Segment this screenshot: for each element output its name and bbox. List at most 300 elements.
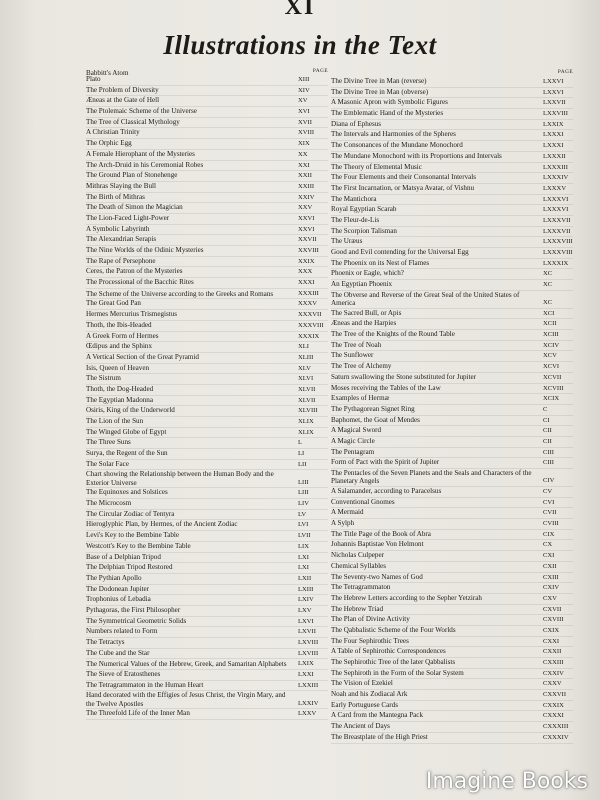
- index-entry: [331, 626, 573, 637]
- entry-page: LIX: [298, 542, 309, 550]
- entry-page: LXV: [298, 606, 312, 614]
- entry-page: L: [298, 439, 303, 447]
- entry-page: CXVII: [543, 605, 562, 613]
- entry-title: The Circular Zodiac of Tentyra: [86, 509, 175, 518]
- index-entry: [86, 96, 328, 107]
- entry-page: XLVIII: [298, 407, 318, 415]
- entry-page: XCIV: [543, 341, 560, 349]
- entry-page: LXXVII: [543, 99, 566, 107]
- entry-title: Osiris, King of the Underworld: [86, 406, 175, 415]
- entry-title: The Divine Tree in Man (obverse): [331, 87, 429, 96]
- entry-title: Ceres, the Patron of the Mysteries: [86, 267, 183, 276]
- entry-title: An Egyptian Phoenix: [331, 280, 393, 289]
- entry-title: A Symbolic Labyrinth: [86, 224, 150, 233]
- entry-page: LXXIV: [298, 699, 319, 707]
- entry-title: Chart showing the Relationship between the Human Body and the Exterior Universe: [86, 470, 274, 487]
- index-entry: [331, 405, 573, 416]
- entry-page: LXXVI: [543, 88, 564, 96]
- entry-title: The Theory of Elemental Music: [331, 162, 422, 171]
- entry-page: XLV: [298, 364, 311, 372]
- entry-title: A Salamander, according to Paracelsus: [331, 487, 442, 496]
- entry-title: The Intervals and Harmonies of the Spheres: [331, 130, 456, 139]
- entry-title: Trophonius of Lebadia: [86, 595, 151, 604]
- entry-title: Phoenix or Eagle, which?: [331, 269, 404, 278]
- entry-title: The Egyptian Madonna: [86, 395, 153, 404]
- entry-page: XCVII: [543, 373, 562, 381]
- entry-title: The Scorpion Talisman: [331, 226, 397, 235]
- entry-page: XXVII: [298, 236, 317, 244]
- entry-page: XXXIX: [298, 332, 320, 340]
- index-entry: [331, 426, 573, 437]
- index-entry: [331, 647, 573, 658]
- index-entry: [331, 487, 573, 498]
- entry-page: LXII: [298, 574, 312, 582]
- index-entry: [331, 551, 573, 562]
- entry-title: The Divine Tree in Man (reverse): [331, 77, 427, 85]
- entry-title: The Ancient of Days: [331, 722, 390, 731]
- index-entry: [331, 540, 573, 551]
- entry-page: LI: [298, 450, 305, 458]
- entry-page: CVI: [543, 498, 555, 506]
- entry-page: CXXI: [543, 637, 560, 645]
- entry-page: CXIX: [543, 626, 560, 634]
- entry-title: The Vision of Ezekiel: [331, 679, 393, 688]
- index-entry: [86, 617, 328, 628]
- index-entry: [86, 396, 328, 407]
- entry-title: The Alexandrian Serapis: [86, 235, 157, 244]
- entry-page: CXXXIV: [543, 733, 569, 741]
- page-heading-right: PAGE: [557, 69, 573, 75]
- index-entry: [331, 384, 573, 395]
- index-entry: [331, 416, 573, 427]
- entry-page: XXVI: [298, 214, 315, 222]
- entry-page: LXXI: [298, 671, 314, 679]
- entry-title: A Magic Circle: [331, 436, 375, 445]
- index-entry: [86, 691, 328, 709]
- index-entry: [331, 733, 573, 744]
- entry-title: A Greek Form of Hermes: [86, 331, 159, 340]
- entry-title: The Lion-Faced Light-Power: [86, 213, 170, 222]
- index-entry: [86, 299, 328, 310]
- entry-title: A Magical Sword: [331, 426, 382, 435]
- entry-page: XLIX: [298, 428, 314, 436]
- entry-title: Thoth, the Dog-Headed: [86, 384, 154, 393]
- entry-page: XXXV: [298, 300, 318, 308]
- entry-title: The Tetractys: [86, 638, 125, 647]
- entry-page: XCVIII: [543, 384, 564, 392]
- index-entry: [331, 280, 573, 291]
- index-entry: [331, 437, 573, 448]
- entry-page: LXXXIV: [543, 174, 569, 182]
- entry-title: The Seventy-two Names of God: [331, 572, 423, 581]
- entry-title: The Mundane Monochord with its Proportions and Intervals: [331, 151, 502, 160]
- index-entry: [331, 583, 573, 594]
- right-entries: [331, 77, 573, 744]
- entry-title: The Death of Simon the Magician: [86, 203, 183, 212]
- entry-title: The Sephirothic Tree of the later Qabbalists: [331, 658, 456, 667]
- entry-title: The Pentagram: [331, 447, 375, 456]
- entry-page: XLVII: [298, 385, 316, 393]
- index-entry: [86, 595, 328, 606]
- entry-page: XCVI: [543, 363, 560, 371]
- index-entry: [331, 120, 573, 131]
- index-entry: [86, 150, 328, 161]
- entry-title: Hermes Mercurius Trismegistus: [86, 310, 178, 319]
- index-entry: [331, 498, 573, 509]
- index-entry: [331, 88, 573, 99]
- entry-title: The Winged Globe of Egypt: [86, 427, 167, 436]
- entry-page: LXXV: [298, 710, 317, 718]
- entry-title: The Tree of the Knights of the Round Table: [331, 330, 455, 339]
- entry-page: CXXIII: [543, 659, 564, 667]
- index-entry: [86, 670, 328, 681]
- entry-page: XIII: [298, 76, 310, 83]
- entry-title: Mithras Slaying the Bull: [86, 181, 156, 190]
- entry-page: LIII: [298, 478, 309, 486]
- entry-page: XC: [543, 299, 553, 307]
- entry-page: LXXIII: [298, 681, 319, 689]
- index-entry: [86, 606, 328, 617]
- index-entry: [331, 573, 573, 584]
- index-entry: [331, 248, 573, 259]
- entry-title: The Uræus: [331, 237, 363, 246]
- entry-page: LVII: [298, 532, 311, 540]
- entry-page: LXXXVIII: [543, 249, 573, 256]
- index-entry: [86, 332, 328, 343]
- index-entry: [331, 637, 573, 648]
- entry-title: Examples of Hermæ: [331, 394, 390, 403]
- index-entry: [86, 638, 328, 649]
- left-column: [86, 68, 328, 720]
- entry-page: XXI: [298, 161, 310, 169]
- entry-page: LXXXVII: [543, 227, 571, 235]
- index-entry: [86, 235, 328, 246]
- entry-title: The Hebrew Triad: [331, 604, 384, 613]
- entry-page: XCIII: [543, 331, 559, 339]
- index-entry: [86, 627, 328, 638]
- entry-title: The Sephiroth in the Form of the Solar System: [331, 668, 464, 677]
- index-entry: [331, 341, 573, 352]
- entry-title: Diana of Ephesus: [331, 119, 382, 128]
- entry-page: LXXXII: [543, 152, 566, 160]
- entry-title: The Tetragrammaton in the Human Heart: [86, 680, 204, 689]
- entry-page: XCII: [543, 320, 557, 328]
- entry-page: XLIX: [298, 418, 314, 425]
- entry-title: A Sylph: [331, 519, 355, 528]
- entry-title: Levi's Key to the Bembine Table: [86, 531, 180, 540]
- index-entry: [331, 519, 573, 530]
- entry-page: CXXV: [543, 680, 562, 688]
- entry-page: LXXXVIII: [543, 238, 573, 246]
- index-entry: [86, 107, 328, 118]
- entry-page: CIV: [543, 477, 555, 485]
- index-entry: [86, 267, 328, 278]
- entry-page: LXXXI: [543, 131, 564, 139]
- entry-page: CX: [543, 541, 553, 549]
- entry-title: The Qabbalistic Scheme of the Four Worlds: [331, 625, 456, 634]
- index-entry: [86, 585, 328, 596]
- index-entry: [331, 469, 573, 487]
- entry-title: Base of a Delphian Tripod: [86, 552, 161, 561]
- entry-page: CXIII: [543, 573, 559, 581]
- index-entry: [86, 574, 328, 585]
- index-entry: [331, 562, 573, 573]
- entry-page: LXXVI: [543, 78, 564, 85]
- entry-page: XLVI: [298, 375, 314, 383]
- entry-title: Numbers related to Form: [86, 627, 158, 636]
- index-entry: [86, 563, 328, 574]
- index-entry: [331, 309, 573, 320]
- entry-page: LXIII: [298, 585, 314, 593]
- entry-title: The Processional of the Bacchic Rites: [86, 278, 194, 287]
- entry-title: The Problem of Diversity: [86, 85, 159, 94]
- entry-page: XLIII: [298, 353, 314, 361]
- entry-page: LXXXVII: [543, 216, 571, 224]
- entry-page: XXII: [298, 172, 312, 180]
- index-entry: [331, 195, 573, 206]
- entry-title: The Dodonean Jupiter: [86, 584, 150, 593]
- entry-title: The First Incarnation, or Matsya Avatar, of Vishnu: [331, 183, 475, 192]
- entry-page: XXXI: [298, 279, 315, 287]
- entry-title: A Card from the Mantegna Pack: [331, 711, 423, 720]
- entry-page: CXIV: [543, 584, 560, 592]
- entry-page: XLVII: [298, 396, 316, 404]
- index-entry: [86, 118, 328, 129]
- index-entry: [86, 182, 328, 193]
- entry-title: The Pentacles of the Seven Planets and the Seals and Characters of the Planetary Angels: [331, 469, 532, 486]
- index-entry: [86, 417, 328, 428]
- entry-page: LXXXVI: [543, 195, 569, 203]
- entry-title: Johannis Baptistae Von Helmont: [331, 540, 424, 549]
- index-entry: [86, 470, 328, 488]
- entry-page: CXXVII: [543, 691, 567, 699]
- entry-page: CXI: [543, 552, 555, 560]
- entry-title: The Ground Plan of Stonehenge: [86, 171, 178, 180]
- index-entry: [331, 237, 573, 248]
- index-entry: [86, 406, 328, 417]
- entry-title: The Pythagorean Signet Ring: [331, 404, 415, 413]
- entry-title: A Table of Sephirothic Correspondences: [331, 647, 446, 656]
- entry-title: The Threefold Life of the Inner Man: [86, 709, 190, 718]
- index-entry: [331, 615, 573, 626]
- entry-page: LXXIX: [543, 120, 564, 128]
- entry-title: The Fleur-de-Lis: [331, 215, 380, 224]
- entry-title: The Arch-Druid in his Ceremonial Robes: [86, 160, 204, 169]
- entry-page: XIV: [298, 86, 310, 94]
- entry-page: XXVI: [298, 225, 315, 233]
- entry-page: XXXVIII: [298, 321, 324, 329]
- entry-title: A Christian Trinity: [86, 128, 140, 137]
- entry-page: XXXIII: [298, 289, 319, 297]
- entry-page: LXXXV: [543, 184, 567, 192]
- index-entry: [86, 428, 328, 439]
- index-entry: [86, 225, 328, 236]
- entry-title: The Pythian Apollo: [86, 573, 142, 582]
- entry-page: XCI: [543, 309, 555, 317]
- entry-page: XXVIII: [298, 247, 319, 254]
- entry-page: LXVIII: [298, 639, 319, 647]
- index-entry: [86, 385, 328, 396]
- entry-page: XLI: [298, 343, 309, 351]
- entry-page: XX: [298, 150, 308, 158]
- index-entry: [331, 669, 573, 680]
- index-entry: [86, 257, 328, 268]
- entry-page: LXI: [298, 564, 309, 572]
- entry-page: XVI: [298, 108, 310, 116]
- index-entry: [86, 659, 328, 670]
- index-entry: [86, 460, 328, 471]
- entry-title: The Mantichora: [331, 194, 377, 203]
- entry-page: CIII: [543, 459, 554, 467]
- entry-title: The Plan of Divine Activity: [331, 615, 410, 624]
- entry-title: The Lion of the Sun: [86, 417, 144, 425]
- entry-page: XC: [543, 281, 553, 289]
- entry-title: The Great God Pan: [86, 299, 141, 308]
- entry-page: LXIV: [298, 596, 314, 604]
- index-entry: [331, 152, 573, 163]
- entry-page: XIX: [298, 140, 310, 148]
- index-entry: [331, 351, 573, 362]
- entry-page: CI: [543, 416, 550, 424]
- index-entry: [331, 98, 573, 109]
- entry-title: Œdipus and the Sphinx: [86, 342, 153, 351]
- entry-title: The Symmetrical Geometric Solids: [86, 616, 187, 625]
- entry-title: The Title Page of the Book of Abra: [331, 529, 431, 538]
- entry-page: LXXVIII: [543, 110, 568, 118]
- entry-title: The Tree of Alchemy: [331, 362, 392, 371]
- entry-page: LXXXI: [543, 142, 564, 150]
- index-entry: [86, 553, 328, 564]
- entry-title: Plato: [86, 75, 101, 83]
- entry-title: The Hebrew Letters according to the Sepher Yetzirah: [331, 593, 482, 602]
- entry-page: CII: [543, 437, 552, 445]
- entry-page: CV: [543, 488, 553, 496]
- index-entry: [331, 458, 573, 469]
- index-entry: [86, 310, 328, 321]
- entry-page: XCV: [543, 352, 557, 360]
- index-entry: [331, 394, 573, 405]
- entry-page: XXXVII: [298, 311, 322, 319]
- index-entry: [86, 246, 328, 257]
- entry-title: The Four Sephirothic Trees: [331, 636, 409, 645]
- entry-title: Noah and his Zodiacal Ark: [331, 690, 408, 699]
- entry-title: Good and Evil contending for the Universal Egg: [331, 248, 469, 256]
- entry-title: The Sacred Bull, or Apis: [331, 308, 402, 317]
- entry-title: The Tetragrammaton: [331, 583, 391, 592]
- index-entry: [331, 109, 573, 120]
- index-entry: [86, 520, 328, 531]
- entry-page: LXXXIX: [543, 259, 569, 267]
- entry-page: XVIII: [298, 129, 315, 137]
- entry-title: Early Portuguese Cards: [331, 700, 398, 709]
- entry-title: The Scheme of the Universe according to the Greeks and Romans: [86, 289, 274, 298]
- index-entry: [331, 227, 573, 238]
- index-entry: [331, 130, 573, 141]
- entry-page: LXVI: [298, 617, 314, 625]
- index-entry: [86, 278, 328, 289]
- index-entry: [331, 77, 573, 88]
- entry-page: CXXIV: [543, 669, 564, 677]
- index-entry: [331, 679, 573, 690]
- entry-page: CXXXIII: [543, 723, 569, 731]
- entry-page: LII: [298, 460, 307, 468]
- entry-title: The Nine Worlds of the Odinic Mysteries: [86, 246, 204, 254]
- entry-page: XV: [298, 97, 308, 105]
- right-column: [331, 68, 573, 744]
- entry-page: LVI: [298, 521, 309, 529]
- index-entry: [331, 163, 573, 174]
- index-entry: [86, 171, 328, 182]
- page-heading-left: PAGE: [312, 68, 328, 74]
- entry-title: Æneas at the Gate of Hell: [86, 96, 160, 105]
- entry-title: The Ptolemaic Scheme of the Universe: [86, 107, 197, 116]
- entry-page: CXII: [543, 562, 557, 570]
- index-entry: [86, 193, 328, 204]
- entry-title: Æneas and the Harpies: [331, 319, 397, 328]
- chapter-number: XI: [284, 0, 316, 20]
- entry-title: Saturn swallowing the Stone substituted for Jupiter: [331, 372, 477, 381]
- entry-page: XXIV: [298, 193, 315, 201]
- entry-page: XCIX: [543, 395, 560, 403]
- index-entry: [86, 86, 328, 97]
- entry-page: CXXXI: [543, 712, 564, 720]
- entry-title: A Vertical Section of the Great Pyramid: [86, 352, 199, 361]
- index-entry: [331, 722, 573, 733]
- index-entry: [331, 319, 573, 330]
- index-entry: [331, 690, 573, 701]
- index-entry: [86, 542, 328, 553]
- entry-page: LXXXIII: [543, 163, 568, 171]
- index-entry: [86, 374, 328, 385]
- index-entry: [331, 184, 573, 195]
- entry-page: CXV: [543, 594, 557, 602]
- entry-page: CII: [543, 427, 552, 435]
- index-entry: [331, 448, 573, 459]
- entry-page: LV: [298, 510, 307, 518]
- entry-title: The Three Suns: [86, 438, 131, 447]
- index-entry: [86, 649, 328, 660]
- entry-title: The Numerical Values of the Hebrew, Greek, and Samaritan Alphabets: [86, 660, 287, 669]
- index-entry: [86, 499, 328, 510]
- index-entry: [86, 139, 328, 150]
- index-entry: [86, 321, 328, 332]
- entry-title: Royal Egyptian Scarab: [331, 205, 397, 214]
- index-entry: [331, 658, 573, 669]
- index-entry: [331, 711, 573, 722]
- index-entry: [331, 530, 573, 541]
- index-entry: [331, 141, 573, 152]
- index-entry: [86, 510, 328, 521]
- index-entry: [86, 531, 328, 542]
- index-entry: [86, 203, 328, 214]
- index-entry: [86, 488, 328, 499]
- entry-page: XXV: [298, 204, 313, 212]
- entry-page: LIV: [298, 500, 309, 508]
- entry-page: C: [543, 405, 548, 413]
- index-entry: [86, 128, 328, 139]
- index-entry: [331, 701, 573, 712]
- entry-title: The Emblematic Hand of the Mysteries: [331, 109, 444, 118]
- entry-title: A Mermaid: [331, 508, 364, 517]
- index-entry: [86, 161, 328, 172]
- entry-title: Hand decorated with the Effigies of Jesus Christ, the Virgin Mary, and the Twelve Apostles: [86, 691, 286, 708]
- entry-title: The Sistrum: [86, 374, 121, 383]
- index-entry: [331, 373, 573, 384]
- entry-title: The Equinoxes and Solstices: [86, 488, 168, 497]
- index-entry: [331, 291, 573, 309]
- index-entry: [331, 259, 573, 270]
- index-entry: [331, 605, 573, 616]
